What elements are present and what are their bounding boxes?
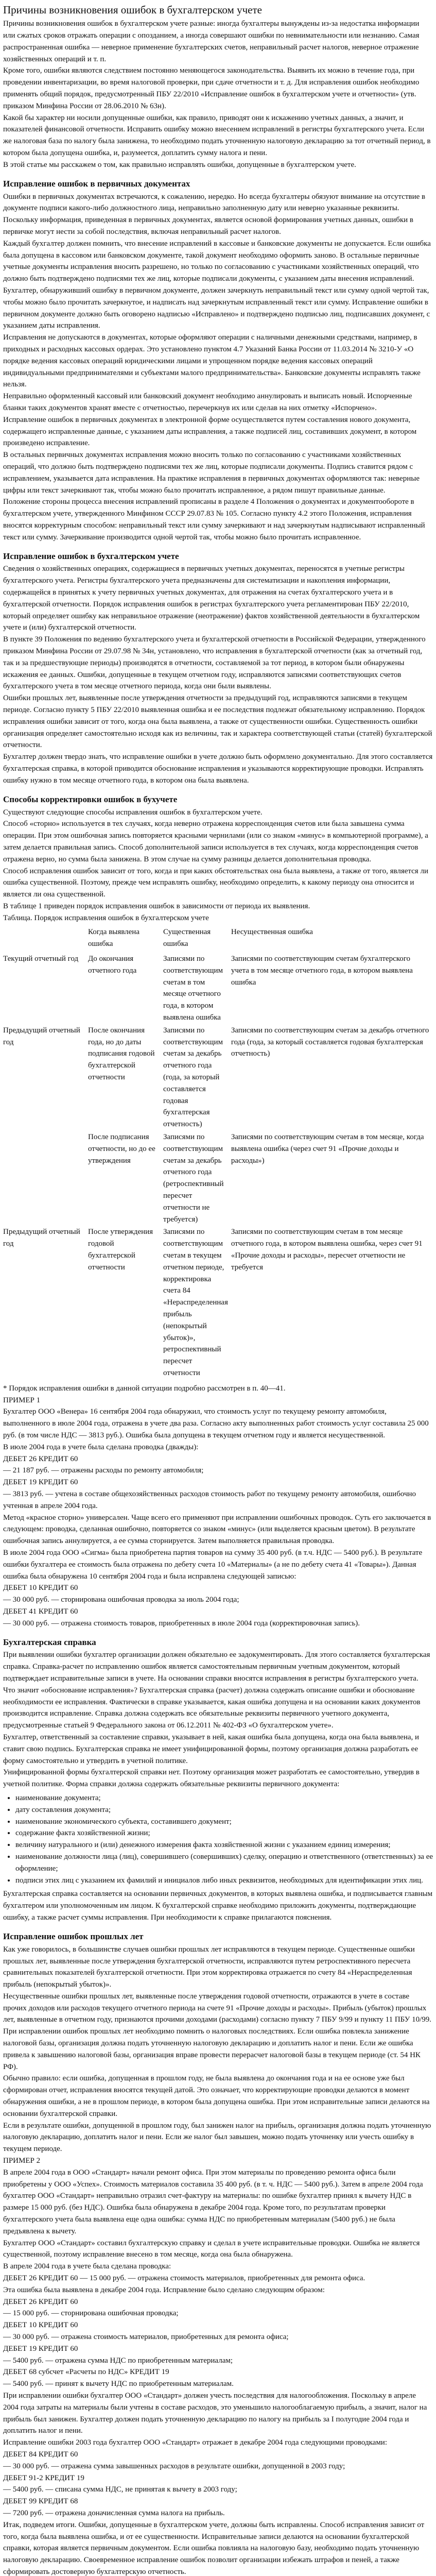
paragraph: — 30 000 руб. — сторнирована ошибочная проводка за июль 2004 года;	[3, 1596, 239, 1604]
article-title: Причины возникновения ошибок в бухгалтерском учете	[3, 4, 262, 16]
paragraph: — 5400 руб. — отражена сумма НДС по приобретенным материалам;	[3, 2356, 233, 2365]
paragraph: ДЕБЕТ 26 КРЕДИТ 60	[3, 1454, 78, 1463]
table-row-label	[3, 1131, 88, 1226]
paragraph: При выявлении ошибки бухгалтер организации должен обязательно ее задокументировать. Для этого составляется бухгалтерская справка. Справка-расчет по исправлению ошибок является самостоятельным первичным учетным документом, который подтверждает исправительные записи в учете. На основании справки вносятся исправления в регистры бухгалтерского учета.	[3, 1651, 430, 1683]
paragraph: ДЕБЕТ 10 КРЕДИТ 60	[3, 2321, 78, 2330]
paragraph: ДЕБЕТ 68 субсчет «Расчеты по НДС» КРЕДИТ 19	[3, 2368, 169, 2377]
paragraph: Исправления не допускаются в документах, которые оформляют операции с наличными денежными средствами, например, в приходных и расходных кассовых ордерах. Это установлено пунктом 4.7 Указаний Банка России от 11.03.2014 № 3210-У «О порядке ведения кассовых операций юридическими лицами и упрощенном порядке ведения кассовых операций индивидуальными предпринимателями и субъектами малого предпринимательства». Банковские документы исправлять также нельзя.	[3, 333, 421, 389]
section-heading: Способы корректировки ошибок в бухучете	[3, 794, 178, 804]
table-header-row	[3, 926, 433, 952]
paragraph: — 21 187 руб. — отражены расходы по ремонту автомобиля;	[3, 1466, 204, 1475]
paragraph: Унифицированной формы бухгалтерской справки нет. Поэтому организация может разработать ее самостоятельно, утвердив в учетной политике. Форма справки должна содержать обязательные реквизиты первичного документа:	[3, 1768, 420, 1789]
paragraph: Итак, подведем итоги. Ошибки, допущенные в бухгалтерском учете, должны быть исправлены. Способ исправления зависит от того, когда была выявлена ошибка, и от ее существенности. Исправительные записи делаются на основании бухгалтерской справки, которая является первичным документом. Если ошибка повлияла на налоговую базу, необходимо подать уточненную налоговую декларацию. Своевременное исправление ошибок позволит организации избежать штрафов и пеней, а также сформировать достоверную бухгалтерскую отчетность.	[3, 2520, 425, 2576]
table-cell: Записями по соответствующим счетам за декабрь отчетного года (года, за который составляется годовая бухгалтерская отчетность)	[231, 1026, 429, 1058]
table-row	[3, 1226, 433, 1379]
paragraph: ДЕБЕТ 84 КРЕДИТ 60	[3, 2450, 78, 2459]
paragraph: — 7200 руб. — отражена доначисленная сумма налога на прибыль.	[3, 2509, 225, 2517]
paragraph: В апреле 2004 года в учете была сделана проводка:	[3, 2262, 171, 2271]
correction-table	[3, 926, 433, 1379]
bullet-item: • наименование документа;	[15, 1792, 433, 1804]
paragraph: ПРИМЕР 2	[3, 2157, 41, 2165]
paragraph: ДЕБЕТ 19 КРЕДИТ 60	[3, 2344, 78, 2353]
paragraph: ДЕБЕТ 10 КРЕДИТ 60	[3, 1584, 78, 1592]
paragraph: Бухгалтер ООО «Венера» 16 сентября 2004 года обнаружил, что стоимость услуг по текущему ремонту автомобиля, выполненного в июле 2004 года, отражена в учете два раза. Согласно акту выполненных работ стоимость услуг составила 25 000 руб. (в том числе НДС — 3813 руб.). Ошибка была допущена в текущем отчетном году и является несущественной.	[3, 1408, 429, 1439]
paragraph: Бухгалтерская справка составляется на основании первичных документов, в которых выявлена ошибка, и подписывается главным бухгалтером или уполномоченным им лицом. К бухгалтерской справке необходимо приложить документы, подтверждающие ошибку, а также расчет суммы исправления. При необходимости к справке прилагаются пояснения.	[3, 1890, 433, 1922]
bullet-list	[15, 1792, 433, 1886]
paragraph: * Порядок исправления ошибки в данной ситуации подробно рассмотрен в п. 40—41.	[3, 1384, 286, 1393]
table-body	[3, 952, 433, 1380]
section-heading: Бухгалтерская справка	[3, 1637, 96, 1647]
paragraph: — 5400 руб. — принят к вычету НДС по приобретенным материалам.	[3, 2380, 234, 2388]
table-cell: Записями по соответствующим счетам в том месяце отчетного года, в котором выявлена ошибка, через счет 91 «Прочие доходы и расходы», пересчет отчетности не требуется	[231, 1228, 423, 1272]
paragraph: В апреле 2004 года в ООО «Стандарт» начали ремонт офиса. При этом материалы по проведению ремонта офиса были приобретены у ООО «Успех». Стоимость материалов составила 35 400 руб. (в т. ч. НДС — 5400 руб.). Затем в апреле 2004 года бухгалтер ООО «Стандарт» неправильно отразил счет-фактуру на материалы: по ошибке бухгалтер принял к вычету НДС в размере 15 000 руб. (без НДС). Ошибка была обнаружена в декабре 2004 года. Кроме того, по результатам проверки бухгалтерского учета была выявлена еще одна ошибка: сумма НДС по приобретенным материалам (5400 руб.) не была предъявлена к вычету.	[3, 2168, 423, 2235]
paragraph: Обычно правило: если ошибка, допущенная в прошлом году, не была выявлена до окончания года и на ее основе уже был сформирован отчет, исправления вносятся текущей датой. Это означает, что корректирующие проводки делаются в момент обнаружения ошибки, а не в прошлом периоде, в котором была допущена ошибка. При этом исправительные записи делаются на основании бухгалтерской справки.	[3, 2074, 430, 2118]
table-header-cell: Несущественная ошибка	[231, 928, 313, 937]
table-cell: Записями по соответствующим счетам в текущем отчетном периоде, корректировка счета 84 «Нераспределенная прибыль (непокрытый убыток)», ретроспективный пересчет отчетности	[163, 1228, 228, 1377]
paragraph: Причины возникновения ошибок в бухгалтерском учете разные: иногда бухгалтеры вынуждены из-за недостатка информации или сжатых сроков отражать операции с опозданием, а иногда совершают ошибки по невнимательности или незнанию. Самая распространенная ошибка — неверное применение бухгалтерских счетов, неправильный расчет налогов, неверное отражение хозяйственных операций и т. п.	[3, 20, 420, 63]
paragraph: ДЕБЕТ 91-2 КРЕДИТ 19	[3, 2473, 84, 2482]
paragraph: — 30 000 руб. — отражена сумма завышенных расходов в результате ошибки, допущенной в 2003 году;	[3, 2462, 345, 2470]
paragraph: Ошибки в первичных документах встречаются, к сожалению, нередко. Но всегда бухгалтеры обязуют внимание на отсутствие в документе подписи какого-либо должностного лица, неправильно заполненную дату или неверно указанные реквизиты. Поскольку информация, приведенная в первичных документах, является основой формирования учетных данных, ошибки в первичке могут нести за собой последствия, включая неправильный расчет налогов.	[3, 192, 426, 236]
paragraph: ДЕБЕТ 26 КРЕДИТ 60	[3, 2297, 78, 2306]
paragraph: В июле 2004 года ООО «Сигма» была приобретена партия товаров на сумму 35 400 руб. (в т.ч. НДС — 5400 руб.). В результате ошибки бухгалтера ее стоимость была отражена по дебету счета 10 «Материалы» (а не по дебету счета 41 «Товары»). Данная ошибка была обнаружена 10 сентября 2004 года и была исправлена следующей записью:	[3, 1548, 423, 1581]
table-cell: Записями по соответствующим счетам за декабрь отчетного года (ретроспективный пересчет отчетности не требуется)	[163, 1133, 224, 1224]
paragraph: В июле 2004 года в учете была сделана проводка (дважды):	[3, 1443, 199, 1451]
paragraph: ДЕБЕТ 26 КРЕДИТ 60 — 15 000 руб. — отражена стоимость материалов, приобретенных для ремонта офиса.	[3, 2274, 365, 2283]
table-cell: После утверждения годовой бухгалтерской отчетности	[88, 1228, 153, 1272]
paragraph: Кроме того, ошибки являются следствием постоянно меняющегося законодательства. Выявить их можно в течение года, при проведении инвентаризации, во время налоговой проверки, при сдаче отчетности и т. д. Для исправления ошибок необходимо применять общий порядок, предусмотренный ПБУ 22/2010 «Исправление ошибок в бухгалтерском учете и отчетности» (утв. приказом Минфина России от 28.06.2010 № 63н).	[3, 66, 420, 110]
section-heading: Исправление ошибок в бухгалтерском учете	[3, 551, 179, 561]
section-heading: Исправление ошибок в первичных документах	[3, 178, 190, 189]
paragraph: Исправление ошибки 2003 года бухгалтер ООО «Стандарт» отражает в декабре 2004 года следующими проводками:	[3, 2438, 388, 2447]
paragraph: Положение стороны процесса внесения исправлений прописаны в разделе 4 Положения о документах и документообороте в бухгалтерском учете, утвержденного Минфином СССР 29.07.83 № 105. Согласно пункту 4.2 этого Положения, исправления вносятся корректурным способом: неправильный текст или сумму зачеркивают и над зачеркнутым надписывают исправленный текст или сумму. Зачеркивание производится одной чертой так, чтобы можно было прочитать исправленное.	[3, 498, 425, 541]
paragraph: Существуют следующие способы исправления ошибок в бухгалтерском учете.	[3, 808, 263, 817]
bullet-item: • величину натурального и (или) денежного измерения факта хозяйственной жизни с указанием единиц измерения;	[15, 1839, 433, 1851]
paragraph: Бухгалтер должен твердо знать, что исправление ошибки в учете должно быть оформлено документально. Для этого составляется бухгалтерская справка, в которой приводится обоснование исправления и указываются корректирующие проводки. Исправлять ошибку нужно в том месяце отчетного года, в котором она была выявлена.	[3, 753, 433, 785]
paragraph: При исправлении ошибки бухгалтер ООО «Стандарт» должен учесть последствия для налогообложения. Поскольку в апреле 2004 года затраты на материалы были учтены в составе расходов, это уменьшило налогооблагаемую прибыль, а значит, налог на прибыль был занижен. Бухгалтер должен подать уточненную декларацию по налогу на прибыль за I полугодие 2004 года и доплатить налог и пени.	[3, 2391, 427, 2435]
paragraph: Бухгалтер ООО «Стандарт» составил бухгалтерскую справку и сделал в учете исправительные проводки. Ошибка не является существенной, поэтому исправление внесено в том месяце, когда она была обнаружена.	[3, 2239, 420, 2259]
paragraph: Каждый бухгалтер должен помнить, что внесение исправлений в кассовые и банковские документы не допускается. Если ошибка была допущена в кассовом или банковском документе, такой документ необходимо оформить заново. В остальные первичные учетные документы исправления вносить разрешено, но только по согласованию с участниками хозяйственных операций, что должно быть подтверждено подписями тех же лиц, которые подписали документы, с указанием даты внесения исправлений.	[3, 239, 431, 283]
table-row	[3, 1131, 433, 1226]
paragraph: — 15 000 руб. — сторнирована ошибочная проводка;	[3, 2309, 179, 2318]
paragraph: Бухгалтер, обнаруживший ошибку в первичном документе, должен зачеркнуть неправильный текст или сумму одной чертой так, чтобы можно было прочитать зачеркнутое, и надписать над зачеркнутым исправленный текст или сумму. Исправление ошибки в первичном документе должно быть оговорено надписью «Исправлено» и подтверждено подписью лиц, подписавших документ, с указанием даты исправления.	[3, 286, 430, 330]
paragraph: ДЕБЕТ 41 КРЕДИТ 60	[3, 1607, 78, 1616]
table-row	[3, 1024, 433, 1131]
table-cell: Записями по соответствующим счетам в том месяце отчетного года, в котором выявлена ошибка	[163, 955, 223, 1022]
paragraph: ДЕБЕТ 19 КРЕДИТ 60	[3, 1478, 78, 1487]
paragraph: — 30 000 руб. — отражена стоимость материалов, приобретенных для ремонта офиса;	[3, 2333, 289, 2341]
table-cell: До окончания отчетного года	[88, 955, 137, 975]
bullet-item: • наименование экономического субъекта, составившего документ;	[15, 1816, 433, 1828]
table-header-cell: Существенная ошибка	[163, 928, 211, 948]
table-row-label: Предыдущий отчетный год	[3, 1026, 80, 1046]
paragraph: Бухгалтер, ответственный за составление справки, указывает в ней, какая ошибка была допущена, когда она была выявлена, и ставит свою подпись. Бухгалтерская справка не имеет унифицированной формы, поэтому организация должна разработать ее форму самостоятельно и утвердить в учетной политике.	[3, 1733, 420, 1765]
paragraph: В этой статье мы расскажем о том, как правильно исправлять ошибки, допущенные в бухгалтерском учете.	[3, 160, 356, 169]
paragraph: — 5400 руб. — списана сумма НДС, не принятая к вычету в 2003 году;	[3, 2485, 237, 2494]
paragraph: Несущественные ошибки прошлых лет, выявленные после утверждения годовой отчетности, отражаются в учете в составе прочих доходов или расходов текущего отчетного периода на счете 91 «Прочие доходы и расходы». Прибыль (убыток) прошлых лет, выявленные в отчетном году, признаются прочими доходами (расходами) согласно пункту 7 ПБУ 9/99 и пункту 11 ПБУ 10/99.	[3, 1992, 432, 2024]
paragraph: Исправление ошибок в первичных документах в электронной форме осуществляется путем составления нового документа, содержащего исправленные данные, с указанием даты исправления, а также подписей лиц, составивших документ, в котором произведено исправление.	[3, 415, 417, 448]
paragraph: Метод «красное сторно» универсален. Чаще всего его применяют при исправлении ошибочных проводок. Суть его заключается в следующем: проводка, сделанная ошибочно, повторяется со знаком «минус» (или выделяется красным цветом). В результате ошибочная запись аннулируется, а ее сумма сторнируется. Затем выполняется правильная проводка.	[3, 1513, 431, 1546]
paragraph: Неправильно оформленный кассовый или банковский документ необходимо аннулировать и выписать новый. Испорченные бланки таких документов хранят вместе с отчетностью, перечеркнув их или сделав на них отметку «Испорчено».	[3, 392, 412, 412]
table-cell: Записями по соответствующим счетам бухгалтерского учета в том месяце отчетного года, в котором выявлена ошибка	[231, 955, 413, 987]
section-heading: Исправление ошибок прошлых лет	[3, 1931, 144, 1941]
paragraph: В пункте 39 Положения по ведению бухгалтерского учета и бухгалтерской отчетности в Российской Федерации, утвержденного приказом Минфина России от 29.07.98 № 34н, установлено, что исправления в бухгалтерской отчетности (как за отчетный год, так и за предшествующие периоды) производятся в отчетности, составляемой за тот период, в котором были обнаружены искажения ее данных. Ошибки, допущенные в текущем отчетном году, исправляются записями соответствующих счетов бухгалтерского учета в том месяце отчетного периода, когда они были выявлены.	[3, 635, 426, 691]
paragraph: Таблица. Порядок исправления ошибок в бухгалтерском учете	[3, 913, 209, 922]
paragraph: Если в результате ошибки, допущенной в прошлом году, был занижен налог на прибыль, организация должна подать уточненную налоговую декларацию, доплатить налог и пени. Если же налог был завышен, можно подать уточненку или учесть ошибку в текущем периоде.	[3, 2121, 431, 2154]
paragraph: Ошибки прошлых лет, выявленные после утверждения отчетности за предыдущий год, исправляются записями в текущем периоде. Согласно пункту 5 ПБУ 22/2010 выявленная ошибка и ее последствия подлежат обязательному исправлению. Порядок исправления ошибки зависит от того, когда она была выявлена, а также от существенности ошибки. Существенность ошибки организация определяет самостоятельно исходя как из величины, так и характера соответствующей статьи (статей) бухгалтерской отчетности.	[3, 694, 432, 750]
table-row-label: Текущий отчетный год	[3, 955, 79, 963]
paragraph: Эта ошибка была выявлена в декабре 2004 года. Исправление было сделано следующим образом:	[3, 2285, 325, 2294]
bullet-item: • содержание факта хозяйственной жизни;	[15, 1827, 433, 1839]
paragraph: Что значит «обоснование исправления»? Бухгалтерская справка (расчет) должна содержать описание ошибки и обоснование необходимости ее исправления. Фактически в справке указывается, какая ошибка допущена и на основании каких документов производится исправление. Справка должна содержать все обязательные реквизиты первичного учетного документа, предусмотренные статьей 9 Федерального закона от 06.12.2011 № 402-ФЗ «О бухгалтерском учете».	[3, 1686, 421, 1730]
table-cell: Записями по соответствующим счетам в том месяце, когда выявлена ошибка (через счет 91 «Прочие доходы и расходы»)	[231, 1133, 424, 1165]
paragraph: ПРИМЕР 1	[3, 1396, 41, 1404]
table-header-cell	[3, 926, 88, 952]
table-row	[3, 953, 433, 1024]
paragraph: ДЕБЕТ 99 КРЕДИТ 68	[3, 2497, 78, 2506]
paragraph: При исправлении ошибок прошлых лет необходимо помнить о налоговых последствиях. Если ошибка повлекла занижение налоговой базы, организация должна подать уточненную налоговую декларацию и доплатить налог и пени. Если же ошибка привела к завышению налоговой базы, организация вправе провести перерасчет налоговой базы в текущем периоде (ст. 54 НК РФ).	[3, 2027, 421, 2071]
paragraph: Способ исправления ошибок зависит от того, когда и при каких обстоятельствах она была выявлена, а также от того, является ли ошибка существенной. Поэтому, прежде чем исправлять ошибку, необходимо определить, к какому периоду она относится и является ли она существенной.	[3, 867, 428, 899]
table-row-label: Предыдущий отчетный год	[3, 1228, 80, 1248]
paragraph: Какой бы характер ни носили допущенные ошибки, как правило, приводят они к искажению учетных данных, а значит, и показателей финансовой отчетности. Исправить ошибку можно внесением исправлений в регистры бухгалтерского учета. Если же налоговая база по налогу была занижена, то необходимо подать уточненную налоговую декларацию за тот отчетный период, в котором была допущена ошибка, и, разумеется, доплатить сумму налога и пени.	[3, 113, 431, 158]
paragraph: — 3813 руб. — учтена в составе общехозяйственных расходов стоимость работ по текущему ремонту автомобиля, ошибочно учтенная в апреле 2004 года.	[3, 1489, 416, 1510]
paragraph: В таблице 1 приведен порядок исправления ошибок в зависимости от периода их выявления.	[3, 902, 310, 910]
table-head	[3, 926, 433, 952]
bullet-item: • наименование должности лица (лиц), совершившего (совершивших) сделку, операцию и ответственного (ответственных) за ее оформление;	[15, 1851, 433, 1875]
bullet-item: • дату составления документа;	[15, 1804, 433, 1816]
table-header-cell: Когда выявлена ошибка	[88, 928, 139, 948]
paragraph: — 30 000 руб. — отражена стоимость товаров, приобретенных в июле 2004 года (корректировочная запись).	[3, 1619, 360, 1628]
paragraph: Сведения о хозяйственных операциях, содержащиеся в первичных учетных документах, переносятся в учетные регистры бухгалтерского учета. Регистры бухгалтерского учета предназначены для систематизации и накопления информации, содержащейся в принятых к учету первичных учетных документах, для отражения на счетах бухгалтерского учета и в бухгалтерской отчетности. Порядок исправления ошибок в регистрах бухгалтерского учета регламентирован ПБУ 22/2010, который определяет ошибку как неправильное отражение (неотражение) фактов хозяйственной деятельности в бухгалтерском учете и (или) бухгалтерской отчетности.	[3, 565, 420, 632]
table-cell: После окончания года, но до даты подписания годовой бухгалтерской отчетности	[88, 1026, 155, 1082]
table-cell: После подписания отчетности, но до ее утверждения	[88, 1133, 155, 1165]
paragraph: Как уже говорилось, в большинстве случаев ошибки прошлых лет исправляются в текущем периоде. Существенные ошибки прошлых лет, выявленные после утверждения бухгалтерской отчетности, исправляются путем ретроспективного пересчета сравнительных показателей бухгалтерской отчетности. При этом корректировка отражается по счету 84 «Нераспределенная прибыль (непокрытый убыток)».	[3, 1945, 415, 1989]
bullet-item: • подписи этих лиц с указанием их фамилий и инициалов либо иных реквизитов, необходимых для идентификации этих лиц.	[15, 1875, 433, 1887]
paragraph: Способ «сторно» используется в тех случаях, когда неверно отражена корреспонденция счетов или была завышена сумма операции. При этом ошибочная запись повторяется красными чернилами (или со знаком «минус» в компьютерной программе), а затем делается правильная запись. Способ дополнительной записи используется в тех случаях, когда корреспонденция счетов отражена верно, но сумма была занижена. В этом случае на сумму разницы делается дополнительная проводка.	[3, 820, 428, 863]
table-cell: Записями по соответствующим счетам за декабрь отчетного года (года, за который составляется годовая бухгалтерская отчетность)	[163, 1026, 223, 1129]
paragraph: В остальных первичных документах исправления можно вносить только по согласованию с участниками хозяйственных операций, что должно быть подтверждено подписями тех же лиц, которые подписали документы. Подпись ставится рядом с исправлением, указывается дата исправления. На практике исправления в первичных документах оформляются так: неверные цифры или текст зачеркивают так, чтобы можно было прочитать исправленное, а рядом пишут правильные данные.	[3, 451, 420, 495]
